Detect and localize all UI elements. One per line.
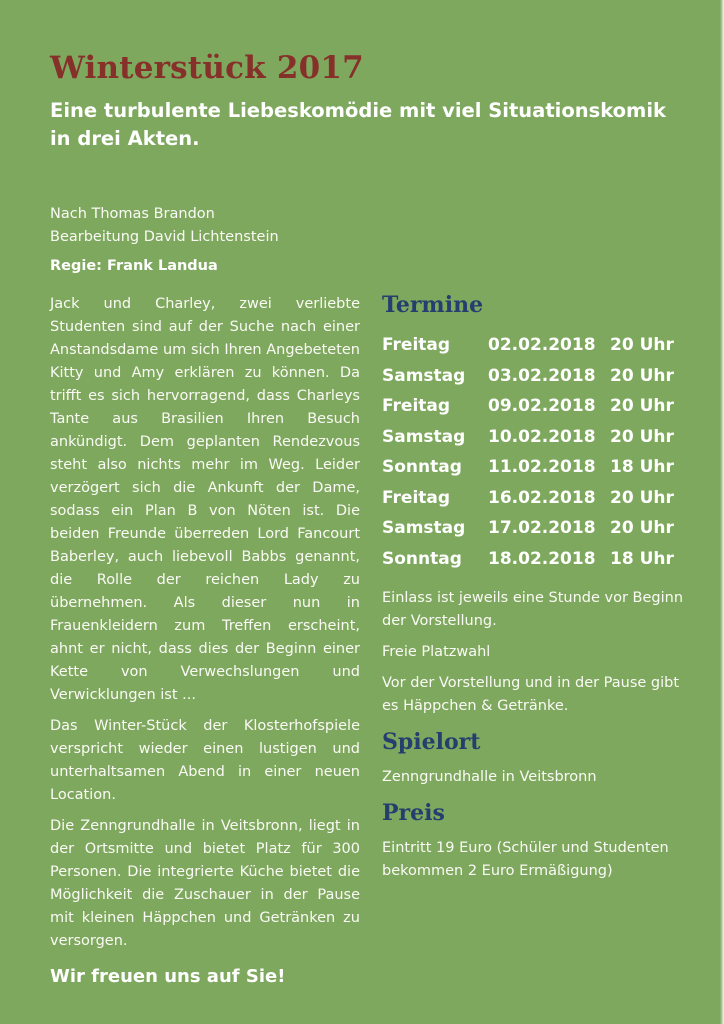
- seating-info: Freie Platzwahl: [382, 644, 491, 660]
- time: 20 Uhr: [610, 518, 674, 539]
- date-row: [382, 330, 682, 361]
- date: 03.02.2018: [488, 365, 596, 386]
- closing-line: Wir freuen uns auf Sie!: [50, 966, 286, 987]
- play-description: [50, 293, 360, 961]
- weekday: Samstag: [382, 365, 466, 386]
- weekday: Freitag: [382, 487, 451, 508]
- date: 18.02.2018: [488, 548, 596, 569]
- date: 11.02.2018: [488, 457, 596, 478]
- catering-info: Vor der Vorstellung und in der Pause gibt es Häppchen & Getränke.: [382, 675, 680, 714]
- date: 09.02.2018: [488, 396, 596, 417]
- time: 20 Uhr: [610, 396, 674, 417]
- weekday: Freitag: [382, 396, 451, 417]
- page-edge: [720, 0, 724, 1024]
- time: 18 Uhr: [610, 548, 674, 569]
- date: 16.02.2018: [488, 487, 596, 508]
- time: 18 Uhr: [610, 457, 674, 478]
- description-paragraph: Jack und Charley, zwei verliebte Studenten sind auf der Suche nach einer Anstandsdame um sich Ihren Angebeteten Kitty und Amy erklären zu können. Da trifft es sich hervorragend, dass Charleys Tante aus Brasilien Ihren Besuch ankündigt. Dem geplanten Rendezvous steht also nichts mehr im Weg. Leider verzögert sich die Ankunft der Dame, sodass ein Plan B von Nöten ist. Die beiden Freunde überreden Lord Fancourt Baberley, auch liebevoll Babbs genannt, die Rolle der reichen Lady zu übernehmen. Als dieser nun in Frauenkleidern zum Treffen erscheint, ahnt er nicht, dass dies der Beginn einer Kette von Verwechslungen und Verwicklungen ist ...: [50, 296, 360, 703]
- date-row: [382, 452, 682, 483]
- date-row: [382, 483, 682, 514]
- description-paragraph: Das Winter-Stück der Klosterhofspiele verspricht wieder einen lustigen und unterhaltsamen Abend in einer neuen Location.: [50, 718, 360, 803]
- time: 20 Uhr: [610, 426, 674, 447]
- date-row: [382, 513, 682, 544]
- page-title: Winterstück 2017: [50, 50, 364, 86]
- page-subtitle: Eine turbulente Liebeskomödie mit viel Situationskomik in drei Akten.: [50, 99, 667, 150]
- date: 10.02.2018: [488, 426, 596, 447]
- weekday: Samstag: [382, 518, 466, 539]
- spielort-heading: Spielort: [382, 729, 481, 755]
- date: 02.02.2018: [488, 335, 596, 356]
- time: 20 Uhr: [610, 487, 674, 508]
- termine-heading: Termine: [382, 292, 484, 318]
- date-row: [382, 361, 682, 392]
- price-text: Eintritt 19 Euro (Schüler und Studenten bekommen 2 Euro Ermäßigung): [382, 840, 669, 879]
- date-row: [382, 544, 682, 575]
- performance-dates-table: [382, 330, 682, 574]
- date: 17.02.2018: [488, 518, 596, 539]
- weekday: Sonntag: [382, 548, 462, 569]
- weekday: Samstag: [382, 426, 466, 447]
- director-credit: Regie: Frank Landua: [50, 258, 218, 274]
- preis-heading: Preis: [382, 800, 445, 826]
- adaptation-credit: Bearbeitung David Lichtenstein: [50, 229, 279, 245]
- weekday: Freitag: [382, 335, 451, 356]
- weekday: Sonntag: [382, 457, 462, 478]
- einlass-info: Einlass ist jeweils eine Stunde vor Beginn der Vorstellung.: [382, 590, 684, 629]
- author-credit: Nach Thomas Brandon: [50, 206, 215, 222]
- description-paragraph: Die Zenngrundhalle in Veitsbronn, liegt in der Ortsmitte und bietet Platz für 300 Personen. Die integrierte Küche bietet die Möglichkeit die Zuschauer in der Pause mit kleinen Häppchen und Getränken zu versorgen.: [50, 818, 360, 949]
- date-row: [382, 391, 682, 422]
- credits: [50, 203, 279, 249]
- date-row: [382, 422, 682, 453]
- time: 20 Uhr: [610, 365, 674, 386]
- time: 20 Uhr: [610, 335, 674, 356]
- venue-text: Zenngrundhalle in Veitsbronn: [382, 769, 597, 785]
